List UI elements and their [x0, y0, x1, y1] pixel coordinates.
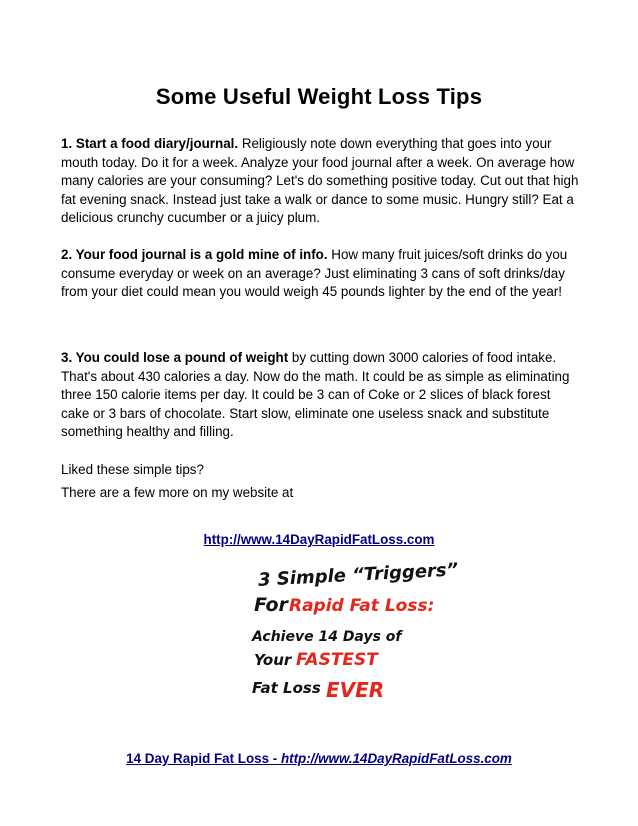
cover-line-1: 3 Simple “Triggers”	[257, 559, 459, 591]
cover-line-5: Your	[254, 651, 292, 669]
cover-line-8: EVER	[326, 678, 385, 702]
page-title: Some Useful Weight Loss Tips	[155, 84, 483, 109]
tip-3-body: by cutting down 3000 calories of food intake. That's about 430 calories a day. Now do the math. It could be as simple as eliminating three 150 calorie items per day. It could be 3 can of Coke or 2 slices of black forest cake or 3 bars of chocolate. Start slow, eliminate one useless snack and substitute something healthy and filling.	[61, 350, 570, 439]
closing-more-text: There are a few more on my website at	[61, 485, 294, 500]
footer-link[interactable]	[0, 751, 638, 766]
cover-line-3: Rapid Fat Loss:	[289, 596, 435, 616]
tip-1-heading: 1. Start a food diary/journal.	[61, 136, 239, 151]
tip-3	[61, 349, 581, 442]
tip-2	[61, 246, 581, 302]
cover-line-4: Achieve 14 Days of	[252, 629, 402, 645]
cover-line-6: FASTEST	[296, 650, 378, 670]
tip-3-heading: 3. You could lose a pound of weight	[61, 350, 289, 365]
tip-2-heading: 2. Your food journal is a gold mine of info.	[61, 247, 328, 262]
cover-line-2: For	[254, 594, 288, 616]
footer-url: http://www.14DayRapidFatLoss.com	[280, 751, 512, 766]
tip-2-body: How many fruit juices/soft drinks do you consume everyday or week on an average? Just eliminating 3 cans of soft drinks/day from your diet could mean you would weigh 45 pounds lighter by the end of the year!	[61, 247, 568, 299]
tip-1-body: Religiously note down everything that goes into your mouth today. Do it for a week. Analyze your food journal after a week. On average how many calories are your consuming? Let's do something positive today. Cut out that high fat evening snack. Instead just take a walk or dance to some music. Hungry still? Eat a delicious crunchy cucumber or a juicy plum.	[61, 136, 579, 225]
website-link[interactable]: http://www.14DayRapidFatLoss.com	[203, 532, 435, 547]
closing-liked-text: Liked these simple tips?	[61, 462, 204, 477]
cover-line-7: Fat Loss	[252, 679, 321, 697]
book-cover-image	[244, 559, 459, 714]
tip-1	[61, 135, 581, 228]
footer-label: 14 Day Rapid Fat Loss -	[126, 751, 281, 766]
